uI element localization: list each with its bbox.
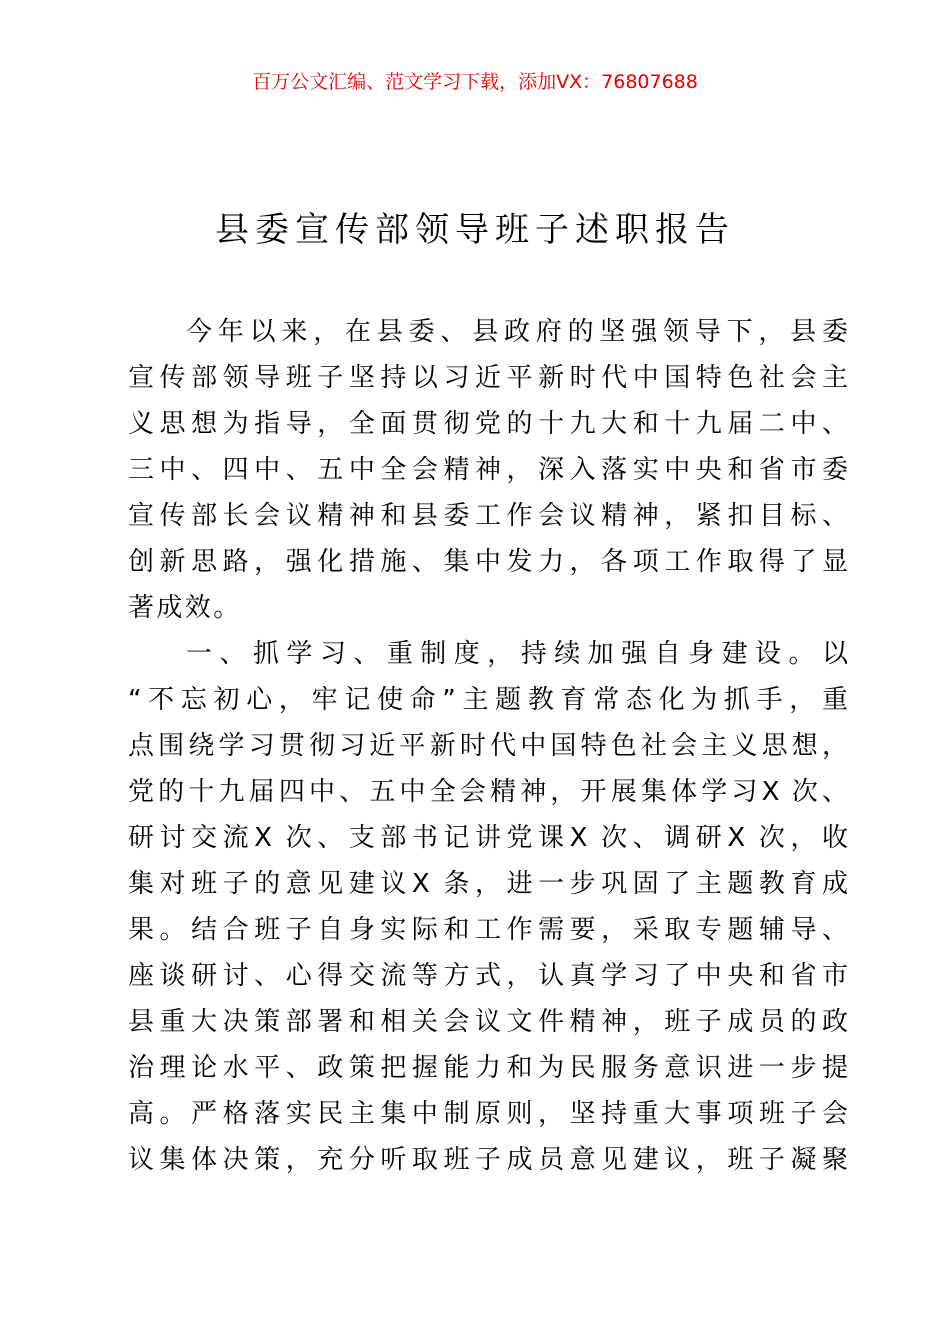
body-line-14: 果。结合班子自身实际和工作需要，采取专题辅导、 [128,915,848,945]
body-line-2: 宣传部领导班子坚持以习近平新时代中国特色社会主 [128,363,848,393]
body-line-3: 义思想为指导，全面贯彻党的十九大和十九届二中、 [128,409,848,439]
body-line-15: 座谈研讨、心得交流等方式，认真学习了中央和省市 [128,961,848,991]
header-watermark-note: 百万公文汇编、范文学习下载，添加VX：76807688 [252,71,698,93]
body-line-17: 治理论水平、政策把握能力和为民服务意识进一步提 [128,1053,848,1083]
body-line-11: 党的十九届四中、五中全会精神，开展集体学习X 次、 [128,777,848,807]
body-line-1: 今年以来，在县委、县政府的坚强领导下，县委 [186,317,848,347]
body-line-13: 集对班子的意见建议X 条，进一步巩固了主题教育成 [128,869,848,899]
body-line-6: 创新思路，强化措施、集中发力，各项工作取得了显 [128,547,848,577]
body-line-7: 著成效。 [128,593,242,623]
body-line-12: 研讨交流X 次、支部书记讲党课X 次、调研X 次，收 [128,823,848,853]
body-line-16: 县重大决策部署和相关会议文件精神，班子成员的政 [128,1007,848,1037]
document-title: 县委宣传部领导班子述职报告 [215,210,735,250]
body-line-5: 宣传部长会议精神和县委工作会议精神，紧扣目标、 [128,501,848,531]
body-line-18: 高。严格落实民主集中制原则，坚持重大事项班子会 [128,1099,848,1129]
body-line-4: 三中、四中、五中全会精神，深入落实中央和省市委 [128,455,848,485]
body-line-9: “不忘初心，牢记使命”主题教育常态化为抓手，重 [128,685,848,715]
body-line-19: 议集体决策，充分听取班子成员意见建议，班子凝聚 [128,1145,848,1175]
section-heading-line: 一、抓学习、重制度，持续加强自身建设。以 [186,639,848,669]
body-line-10: 点围绕学习贯彻习近平新时代中国特色社会主义思想， [128,731,848,761]
